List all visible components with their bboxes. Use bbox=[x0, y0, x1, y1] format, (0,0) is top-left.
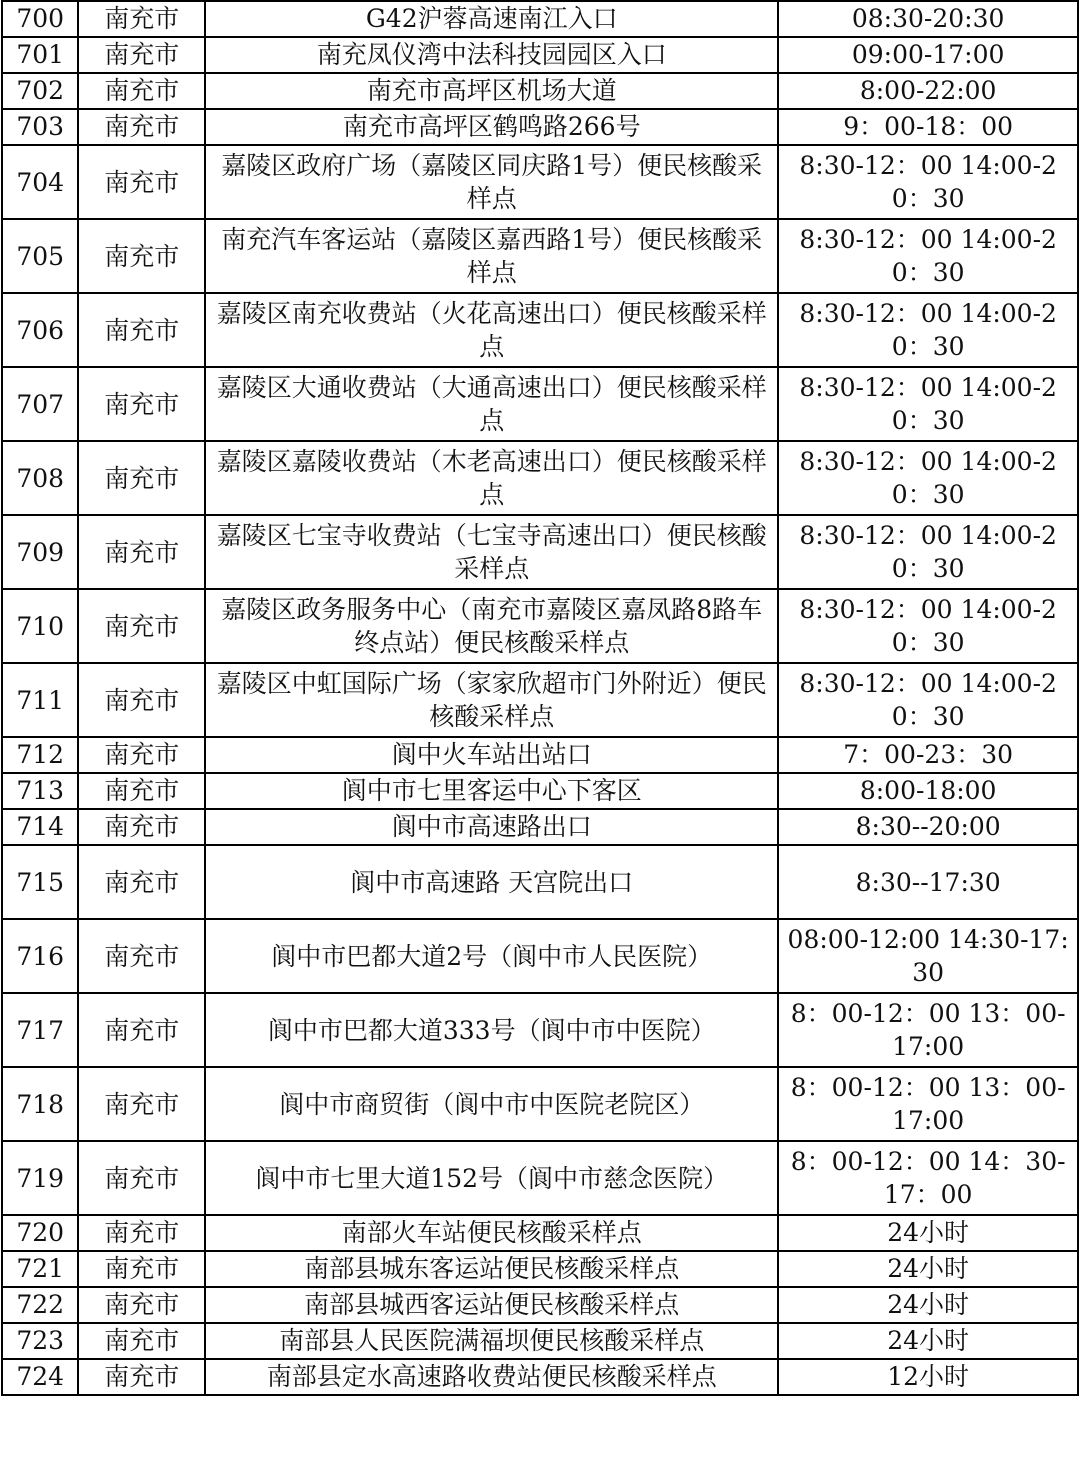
row-hours: 24小时 bbox=[778, 1287, 1078, 1323]
row-hours: 24小时 bbox=[778, 1251, 1078, 1287]
row-location: 南充市高坪区机场大道 bbox=[205, 73, 778, 109]
row-city: 南充市 bbox=[78, 1323, 205, 1359]
row-number: 723 bbox=[2, 1323, 78, 1359]
table-row bbox=[2, 219, 1078, 293]
row-location bbox=[205, 219, 778, 293]
row-hours-text: 8:30-12：00 14:00-20：30 bbox=[799, 299, 1057, 361]
table-row bbox=[2, 589, 1078, 663]
row-city: 南充市 bbox=[78, 993, 205, 1067]
row-location: 南充凤仪湾中法科技园园区入口 bbox=[205, 37, 778, 73]
row-number: 717 bbox=[2, 993, 78, 1067]
row-hours: 8:30--17:30 bbox=[778, 845, 1078, 919]
table-row bbox=[2, 993, 1078, 1067]
row-location: 南部县城西客运站便民核酸采样点 bbox=[205, 1287, 778, 1323]
row-hours: 12小时 bbox=[778, 1359, 1078, 1395]
row-location: 南充市高坪区鹤鸣路266号 bbox=[205, 109, 778, 145]
row-city: 南充市 bbox=[78, 37, 205, 73]
row-number: 702 bbox=[2, 73, 78, 109]
table-row bbox=[2, 293, 1078, 367]
row-city: 南充市 bbox=[78, 663, 205, 737]
row-number: 712 bbox=[2, 737, 78, 773]
row-number: 704 bbox=[2, 145, 78, 219]
row-city: 南充市 bbox=[78, 589, 205, 663]
row-number: 709 bbox=[2, 515, 78, 589]
row-city: 南充市 bbox=[78, 845, 205, 919]
row-location: 阆中市七里客运中心下客区 bbox=[205, 773, 778, 809]
row-city: 南充市 bbox=[78, 219, 205, 293]
row-location bbox=[205, 145, 778, 219]
row-hours-text: 8:30-12：00 14:00-20：30 bbox=[799, 151, 1057, 213]
row-city: 南充市 bbox=[78, 1067, 205, 1141]
table-row bbox=[2, 663, 1078, 737]
row-hours bbox=[778, 663, 1078, 737]
row-number: 705 bbox=[2, 219, 78, 293]
row-hours bbox=[778, 367, 1078, 441]
row-city: 南充市 bbox=[78, 441, 205, 515]
row-location bbox=[205, 589, 778, 663]
row-location-text: 嘉陵区七宝寺收费站（七宝寺高速出口）便民核酸采样点 bbox=[216, 521, 767, 583]
row-hours: 8:30--20:00 bbox=[778, 809, 1078, 845]
table-row bbox=[2, 773, 1078, 809]
row-location-text: 嘉陵区中虹国际广场（家家欣超市门外附近）便民核酸采样点 bbox=[216, 669, 767, 731]
row-hours-text: 8:30-12：00 14:00-20：30 bbox=[799, 595, 1057, 657]
row-hours: 08:30-20:30 bbox=[778, 1, 1078, 37]
row-number: 713 bbox=[2, 773, 78, 809]
row-hours bbox=[778, 515, 1078, 589]
row-location-text: 嘉陵区政府广场（嘉陵区同庆路1号）便民核酸采样点 bbox=[221, 151, 763, 213]
row-city: 南充市 bbox=[78, 1287, 205, 1323]
row-hours-text: 08:00-12:00 14:30-17:30 bbox=[787, 925, 1069, 987]
row-hours bbox=[778, 993, 1078, 1067]
row-location: 阆中市巴都大道2号（阆中市人民医院） bbox=[205, 919, 778, 993]
row-location: 阆中市高速路出口 bbox=[205, 809, 778, 845]
table-row bbox=[2, 441, 1078, 515]
row-location bbox=[205, 663, 778, 737]
row-hours bbox=[778, 145, 1078, 219]
row-city: 南充市 bbox=[78, 773, 205, 809]
table-row bbox=[2, 1287, 1078, 1323]
table-row bbox=[2, 73, 1078, 109]
row-location: 南部县定水高速路收费站便民核酸采样点 bbox=[205, 1359, 778, 1395]
row-city: 南充市 bbox=[78, 809, 205, 845]
row-hours-text: 8:30-12：00 14:00-20：30 bbox=[799, 521, 1057, 583]
row-location-text: 嘉陵区大通收费站（大通高速出口）便民核酸采样点 bbox=[216, 373, 767, 435]
row-hours bbox=[778, 589, 1078, 663]
row-hours-text: 8：00-12：00 13：00-17:00 bbox=[790, 999, 1066, 1061]
row-city: 南充市 bbox=[78, 1359, 205, 1395]
row-hours bbox=[778, 219, 1078, 293]
row-city: 南充市 bbox=[78, 367, 205, 441]
row-city: 南充市 bbox=[78, 109, 205, 145]
row-number: 721 bbox=[2, 1251, 78, 1287]
row-number: 722 bbox=[2, 1287, 78, 1323]
row-number: 715 bbox=[2, 845, 78, 919]
sampling-sites-table bbox=[1, 0, 1079, 1396]
row-hours-text: 8:30-12：00 14:00-20：30 bbox=[799, 447, 1057, 509]
table-row bbox=[2, 1067, 1078, 1141]
table-row bbox=[2, 515, 1078, 589]
row-number: 707 bbox=[2, 367, 78, 441]
row-hours: 24小时 bbox=[778, 1323, 1078, 1359]
table-row bbox=[2, 737, 1078, 773]
row-number: 700 bbox=[2, 1, 78, 37]
row-hours bbox=[778, 441, 1078, 515]
row-location bbox=[205, 293, 778, 367]
row-location-text: 嘉陵区政务服务中心（南充市嘉陵区嘉凤路8路车终点站）便民核酸采样点 bbox=[221, 595, 763, 657]
row-number: 706 bbox=[2, 293, 78, 367]
row-location-text: 嘉陵区南充收费站（火花高速出口）便民核酸采样点 bbox=[216, 299, 767, 361]
row-city: 南充市 bbox=[78, 145, 205, 219]
row-number: 714 bbox=[2, 809, 78, 845]
row-city: 南充市 bbox=[78, 737, 205, 773]
row-number: 718 bbox=[2, 1067, 78, 1141]
row-location: 阆中市商贸街（阆中市中医院老院区） bbox=[205, 1067, 778, 1141]
table-row bbox=[2, 809, 1078, 845]
table-row bbox=[2, 1251, 1078, 1287]
row-location: 南部县城东客运站便民核酸采样点 bbox=[205, 1251, 778, 1287]
row-number: 716 bbox=[2, 919, 78, 993]
row-city: 南充市 bbox=[78, 1251, 205, 1287]
row-hours: 8:00-22:00 bbox=[778, 73, 1078, 109]
row-location: 阆中市巴都大道333号（阆中市中医院） bbox=[205, 993, 778, 1067]
row-location: 南部火车站便民核酸采样点 bbox=[205, 1215, 778, 1251]
row-number: 724 bbox=[2, 1359, 78, 1395]
row-location: G42沪蓉高速南江入口 bbox=[205, 1, 778, 37]
row-city: 南充市 bbox=[78, 1141, 205, 1215]
table-row bbox=[2, 37, 1078, 73]
table-row bbox=[2, 845, 1078, 919]
table-row bbox=[2, 919, 1078, 993]
row-hours: 8:00-18:00 bbox=[778, 773, 1078, 809]
row-city: 南充市 bbox=[78, 1, 205, 37]
row-location bbox=[205, 367, 778, 441]
row-number: 703 bbox=[2, 109, 78, 145]
row-location-text: 嘉陵区嘉陵收费站（木老高速出口）便民核酸采样点 bbox=[216, 447, 767, 509]
row-city: 南充市 bbox=[78, 293, 205, 367]
row-location bbox=[205, 845, 778, 919]
row-hours-text: 8:30-12：00 14:00-20：30 bbox=[799, 669, 1057, 731]
row-city: 南充市 bbox=[78, 919, 205, 993]
row-location-text: 阆中市高速路 天宫院出口 bbox=[350, 867, 634, 897]
table-row bbox=[2, 1, 1078, 37]
table-row bbox=[2, 1359, 1078, 1395]
table-body bbox=[2, 1, 1078, 1395]
row-hours: 09:00-17:00 bbox=[778, 37, 1078, 73]
row-city: 南充市 bbox=[78, 73, 205, 109]
row-number: 708 bbox=[2, 441, 78, 515]
row-hours-text: 8：00-12：00 13：00-17:00 bbox=[790, 1073, 1066, 1135]
row-hours bbox=[778, 919, 1078, 993]
row-hours bbox=[778, 293, 1078, 367]
row-hours: 9：00-18：00 bbox=[778, 109, 1078, 145]
table-row bbox=[2, 1215, 1078, 1251]
row-location bbox=[205, 441, 778, 515]
row-hours: 24小时 bbox=[778, 1215, 1078, 1251]
row-hours bbox=[778, 1141, 1078, 1215]
row-hours: 7：00-23：30 bbox=[778, 737, 1078, 773]
row-hours-text: 8:30-12：00 14:00-20：30 bbox=[799, 225, 1057, 287]
row-hours bbox=[778, 1067, 1078, 1141]
table-row bbox=[2, 1141, 1078, 1215]
row-location: 南部县人民医院满福坝便民核酸采样点 bbox=[205, 1323, 778, 1359]
row-number: 701 bbox=[2, 37, 78, 73]
row-location-text: 南充汽车客运站（嘉陵区嘉西路1号）便民核酸采样点 bbox=[221, 225, 763, 287]
row-city: 南充市 bbox=[78, 515, 205, 589]
table-row bbox=[2, 145, 1078, 219]
row-location bbox=[205, 515, 778, 589]
row-number: 719 bbox=[2, 1141, 78, 1215]
row-hours-text: 8：00-12：00 14：30-17：00 bbox=[790, 1147, 1066, 1209]
table-row bbox=[2, 1323, 1078, 1359]
table-row bbox=[2, 109, 1078, 145]
row-number: 711 bbox=[2, 663, 78, 737]
row-number: 710 bbox=[2, 589, 78, 663]
row-hours-text: 8:30-12：00 14:00-20：30 bbox=[799, 373, 1057, 435]
table-row bbox=[2, 367, 1078, 441]
row-number: 720 bbox=[2, 1215, 78, 1251]
row-location: 阆中市七里大道152号（阆中市慈念医院） bbox=[205, 1141, 778, 1215]
row-location: 阆中火车站出站口 bbox=[205, 737, 778, 773]
row-city: 南充市 bbox=[78, 1215, 205, 1251]
